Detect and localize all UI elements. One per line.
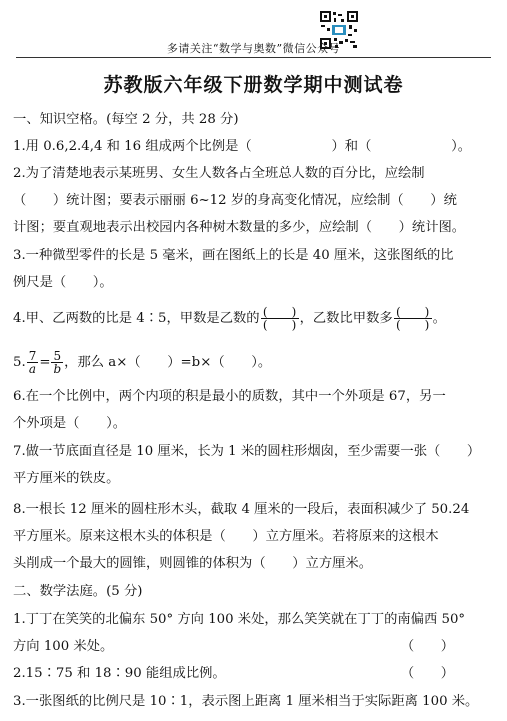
question-1-7-line1: 7.做一节底面直径是 10 厘米，长为 1 米的圆柱形烟囱，至少需要一张（ ） xyxy=(13,444,481,459)
page-title: 苏教版六年级下册数学期中测试卷 xyxy=(103,74,404,96)
question-2-2: 2.15∶75 和 18∶90 能组成比例。 （ ） xyxy=(13,666,454,681)
question-1-7-line2: 平方厘米的铁皮。 xyxy=(13,471,120,486)
question-1-3-line2: 例尺是（ ）。 xyxy=(13,275,113,290)
question-1-4 xyxy=(13,306,498,331)
question-2-1-line1: 1.丁丁在笑笑的北偏东 50° 方向 100 米处，那么笑笑就在丁丁的南偏西 50° xyxy=(13,612,466,627)
question-1-2-line2: （ ）统计图；要表示丽丽 6~12 岁的身高变化情况，应绘制（ ）统 xyxy=(13,193,457,208)
q4-fraction-blank-1: $\frac{( )}{( )}$ xyxy=(261,306,299,331)
question-1-8-line1: 8.一根长 12 厘米的圆柱形木头，截取 4 厘米的一段后，表面积减少了 50.24 xyxy=(13,502,470,517)
q5-fraction-7-over-a: $\frac{7}{a}$ xyxy=(28,349,37,376)
question-1-5 xyxy=(13,350,498,375)
question-1-8-line3: 头削成一个最大的圆锥，则圆锥的体积为（ ）立方厘米。 xyxy=(13,556,373,571)
question-1-6-line2: 个外项是（ ）。 xyxy=(13,416,127,431)
question-1-6-line1: 6.在一个比例中，两个内项的积是最小的质数，其中一个外项是 67，另一 xyxy=(13,389,446,404)
q5-equals: = xyxy=(39,355,51,370)
header-divider xyxy=(16,57,491,58)
question-1-3-line1: 3.一种微型零件的长是 5 毫米，画在图纸上的长是 40 厘米，这张图纸的比 xyxy=(13,248,454,263)
question-2-3: 3.一张图纸的比例尺是 10∶1，表示图上距离 1 厘米相当于实际距离 100 米。 xyxy=(13,694,479,709)
header-note: 多请关注“数学与奥数”微信公众号 xyxy=(166,42,341,55)
q4-text-a: 4.甲、乙两数的比是 4∶5，甲数是乙数的 xyxy=(13,311,260,326)
q5-number: 5. xyxy=(13,355,26,370)
section1-heading: 一、知识空格。(每空 2 分，共 28 分) xyxy=(13,112,239,127)
question-1-8-line2: 平方厘米。原来这根木头的体积是（ ）立方厘米。若将原来的这根木 xyxy=(13,529,439,544)
q5-text: ，那么 a×（ ）=b×（ ）。 xyxy=(64,355,272,370)
question-2-1-line2: 方向 100 米处。 （ ） xyxy=(13,639,454,654)
question-2-2-answer-blank: （ ） xyxy=(400,666,454,681)
section2-heading: 二、数学法庭。(5 分) xyxy=(13,584,143,599)
question-1-2-line1: 2.为了清楚地表示某班男、女生人数各占全班总人数的百分比，应绘制 xyxy=(13,166,425,181)
q5-fraction-5-over-b: $\frac{5}{b}$ xyxy=(53,349,62,376)
question-1-2-line3: 计图；要直观地表示出校园内各种树木数量的多少，应绘制（ ）统计图。 xyxy=(13,220,466,235)
question-2-1-answer-blank: （ ） xyxy=(400,639,454,654)
q4-text-b: ，乙数比甲数多 xyxy=(299,311,393,326)
q4-text-c: 。 xyxy=(432,311,446,326)
q4-fraction-blank-2: $\frac{( )}{( )}$ xyxy=(394,306,432,331)
question-1-1: 1.用 0.6,2.4,4 和 16 组成两个比例是（ ）和（ ）。 xyxy=(13,139,472,154)
